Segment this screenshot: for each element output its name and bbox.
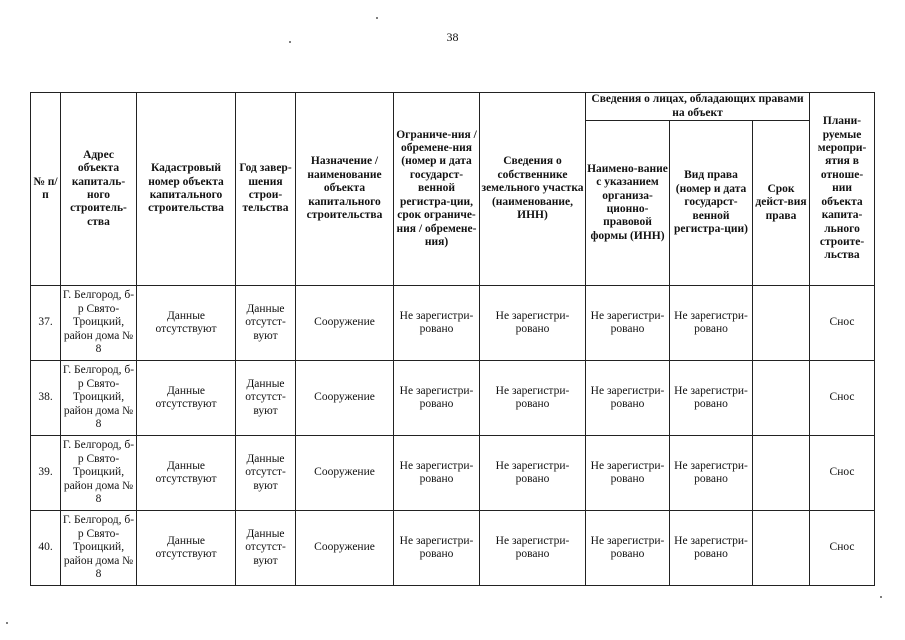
cell-address: Г. Белгород, б-р Свято-Троицкий, район дома № 8 [61, 436, 137, 511]
header-owner: Сведения о собственнике земельного участка (наименование, ИНН) [480, 93, 586, 286]
cell-num: 37. [31, 286, 61, 361]
header-rights-name: Наимено-вание с указанием организа-ционно-правовой формы (ИНН) [586, 121, 670, 286]
cell-rights-name: Не зарегистри-ровано [586, 511, 670, 586]
cell-num: 38. [31, 361, 61, 436]
table-row [31, 361, 875, 436]
cell-cadastral: Данные отсутствуют [137, 361, 236, 436]
header-rights-group: Сведения о лицах, обладающих правами на объект [586, 93, 810, 121]
table-row [31, 436, 875, 511]
cell-rights-name: Не зарегистри-ровано [586, 436, 670, 511]
scan-speck [880, 596, 882, 598]
header-num: № п/п [31, 93, 61, 286]
cell-measures: Снос [810, 436, 875, 511]
cell-purpose: Сооружение [296, 511, 394, 586]
cell-num: 40. [31, 511, 61, 586]
cell-purpose: Сооружение [296, 361, 394, 436]
cell-cadastral: Данные отсутствуют [137, 286, 236, 361]
cell-owner: Не зарегистри-ровано [480, 286, 586, 361]
cell-rights-type: Не зарегистри-ровано [670, 286, 753, 361]
cell-num: 39. [31, 436, 61, 511]
header-rights-term: Срок дейст-вия права [753, 121, 810, 286]
table-row [31, 286, 875, 361]
cell-rights-name: Не зарегистри-ровано [586, 361, 670, 436]
cell-owner: Не зарегистри-ровано [480, 436, 586, 511]
cell-purpose: Сооружение [296, 436, 394, 511]
cell-rights-type: Не зарегистри-ровано [670, 511, 753, 586]
cell-rights-term [753, 286, 810, 361]
header-rights-type: Вид права (номер и дата государст-венной регистра-ции) [670, 121, 753, 286]
cell-rights-term [753, 361, 810, 436]
cell-owner: Не зарегистри-ровано [480, 361, 586, 436]
header-address: Адрес объекта капиталь-ного строитель-ства [61, 93, 137, 286]
cell-measures: Снос [810, 361, 875, 436]
cell-address: Г. Белгород, б-р Свято-Троицкий, район дома № 8 [61, 361, 137, 436]
objects-table [30, 92, 875, 586]
header-purpose: Назначение / наименование объекта капитального строительства [296, 93, 394, 286]
cell-encumbrance: Не зарегистри-ровано [394, 436, 480, 511]
cell-address: Г. Белгород, б-р Свято-Троицкий, район дома № 8 [61, 511, 137, 586]
scan-speck [6, 622, 8, 624]
header-year: Год завер-шения строи-тельства [236, 93, 296, 286]
scan-speck [376, 17, 378, 19]
header-measures: Плани-руемые меропри-ятия в отноше-нии объекта капита-льного строите-льства [810, 93, 875, 286]
cell-address: Г. Белгород, б-р Свято-Троицкий, район дома № 8 [61, 286, 137, 361]
cell-rights-type: Не зарегистри-ровано [670, 361, 753, 436]
cell-measures: Снос [810, 511, 875, 586]
cell-encumbrance: Не зарегистри-ровано [394, 286, 480, 361]
cell-year: Данные отсутст-вуют [236, 511, 296, 586]
cell-year: Данные отсутст-вуют [236, 286, 296, 361]
page-number: 38 [446, 30, 459, 44]
cell-encumbrance: Не зарегистри-ровано [394, 511, 480, 586]
cell-rights-name: Не зарегистри-ровано [586, 286, 670, 361]
cell-owner: Не зарегистри-ровано [480, 511, 586, 586]
cell-cadastral: Данные отсутствуют [137, 436, 236, 511]
cell-rights-type: Не зарегистри-ровано [670, 436, 753, 511]
cell-rights-term [753, 436, 810, 511]
cell-purpose: Сооружение [296, 286, 394, 361]
cell-measures: Снос [810, 286, 875, 361]
table-row [31, 511, 875, 586]
cell-cadastral: Данные отсутствуют [137, 511, 236, 586]
cell-rights-term [753, 511, 810, 586]
cell-encumbrance: Не зарегистри-ровано [394, 361, 480, 436]
header-encumbrance: Ограниче-ния / обремене-ния (номер и дата государст-венной регистра-ции, срок ограниче-ния / обремене-ния) [394, 93, 480, 286]
cell-year: Данные отсутст-вуют [236, 361, 296, 436]
cell-year: Данные отсутст-вуют [236, 436, 296, 511]
scan-speck [289, 41, 291, 43]
header-cadastral: Кадастровый номер объекта капитального строительства [137, 93, 236, 286]
